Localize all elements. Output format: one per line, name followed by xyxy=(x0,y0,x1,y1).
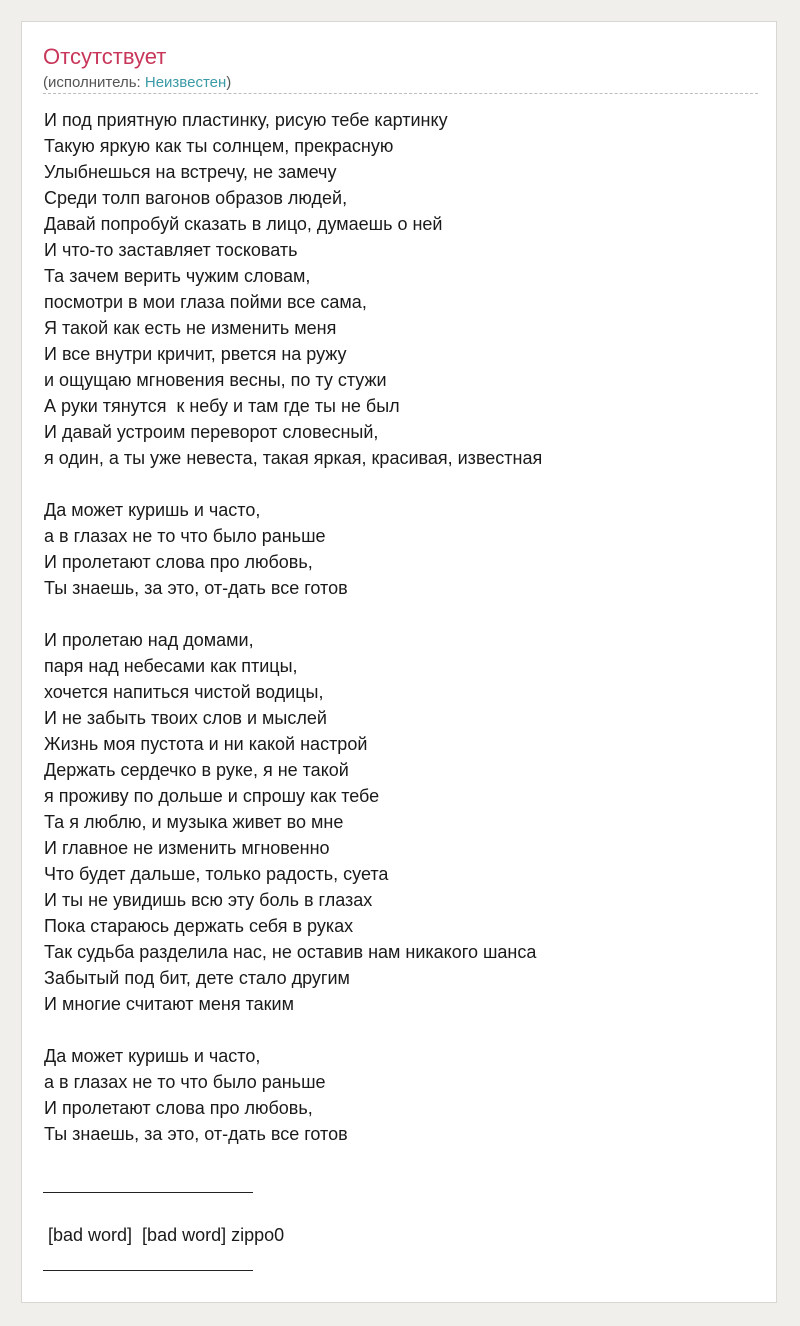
lyric-line: Жизнь моя пустота и ни какой настрой xyxy=(44,734,368,754)
credits-divider-top xyxy=(43,1192,253,1193)
lyric-line: И пролетают слова про любовь, xyxy=(44,552,313,572)
lyric-line: Да может куришь и часто, xyxy=(44,1046,261,1066)
lyric-line: Среди толп вагонов образов людей, xyxy=(44,188,348,208)
lyric-line: И пролетаю над домами, xyxy=(44,630,254,650)
lyric-line: паря над небесами как птицы, xyxy=(44,656,298,676)
lyric-line: И не забыть твоих слов и мыслей xyxy=(44,708,327,728)
lyric-line: И что-то заставляет тосковать xyxy=(44,240,298,260)
credits-divider-bottom xyxy=(43,1270,253,1271)
lyric-line: И ты не увидишь всю эту боль в глазах xyxy=(44,890,373,910)
lyric-line: я проживу по дольше и спрошу как тебе xyxy=(44,786,380,806)
lyric-line: И многие считают меня таким xyxy=(44,994,294,1014)
lyric-line: Да может куришь и часто, xyxy=(44,500,261,520)
lyric-line: И давай устроим переворот словесный, xyxy=(44,422,379,442)
lyric-line: а в глазах не то что было раньше xyxy=(44,526,326,546)
lyric-line: Ты знаешь, за это, от-дать все готов xyxy=(44,578,348,598)
lyric-line: Такую яркую как ты солнцем, прекрасную xyxy=(44,136,394,156)
lyric-line: Что будет дальше, только радость, суета xyxy=(44,864,389,884)
stanza-break xyxy=(44,1017,764,1043)
lyric-line: Забытый под бит, дете стало другим xyxy=(44,968,350,988)
artist-prefix: (исполнитель: xyxy=(43,74,145,91)
lyric-line: И под приятную пластинку, рисую тебе картинку xyxy=(44,110,448,130)
lyric-line: Ты знаешь, за это, от-дать все готов xyxy=(44,1124,348,1144)
song-title: Отсутствует xyxy=(43,44,167,69)
lyric-line: Улыбнешься на встречу, не замечу xyxy=(44,162,337,182)
lyric-line: Держать сердечко в руке, я не такой xyxy=(44,760,349,780)
title-divider xyxy=(43,93,758,94)
lyric-line: Так судьба разделила нас, не оставив нам никакого шанса xyxy=(44,942,537,962)
lyric-line: я один, а ты уже невеста, такая яркая, красивая, известная xyxy=(44,448,543,468)
artist-suffix: ) xyxy=(226,74,232,91)
lyric-line: а в глазах не то что было раньше xyxy=(44,1072,326,1092)
lyric-line: хочется напиться чистой водицы, xyxy=(44,682,324,702)
credits-line: [bad word] [bad word] zippo0 xyxy=(48,1225,285,1245)
lyric-line: Пока стараюсь держать себя в руках xyxy=(44,916,354,936)
lyric-line: И пролетают слова про любовь, xyxy=(44,1098,313,1118)
lyric-line: И все внутри кричит, рвется на ружу xyxy=(44,344,347,364)
lyric-line: посмотри в мои глаза пойми все сама, xyxy=(44,292,367,312)
stanza-break xyxy=(44,471,764,497)
lyric-line: и ощущаю мгновения весны, по ту стужи xyxy=(44,370,387,390)
lyric-line: Та зачем верить чужим словам, xyxy=(44,266,311,286)
lyric-line: Та я люблю, и музыка живет во мне xyxy=(44,812,344,832)
lyrics-body xyxy=(44,107,764,1147)
artist-line xyxy=(43,73,231,93)
lyric-line: Я такой как есть не изменить меня xyxy=(44,318,337,338)
lyric-line: А руки тянутся к небу и там где ты не был xyxy=(44,396,400,416)
lyrics-card xyxy=(21,21,777,1303)
lyric-line: Давай попробуй сказать в лицо, думаешь о ней xyxy=(44,214,443,234)
stanza-break xyxy=(44,601,764,627)
artist-name-link[interactable]: Неизвестен xyxy=(144,74,227,91)
lyric-line: И главное не изменить мгновенно xyxy=(44,838,330,858)
